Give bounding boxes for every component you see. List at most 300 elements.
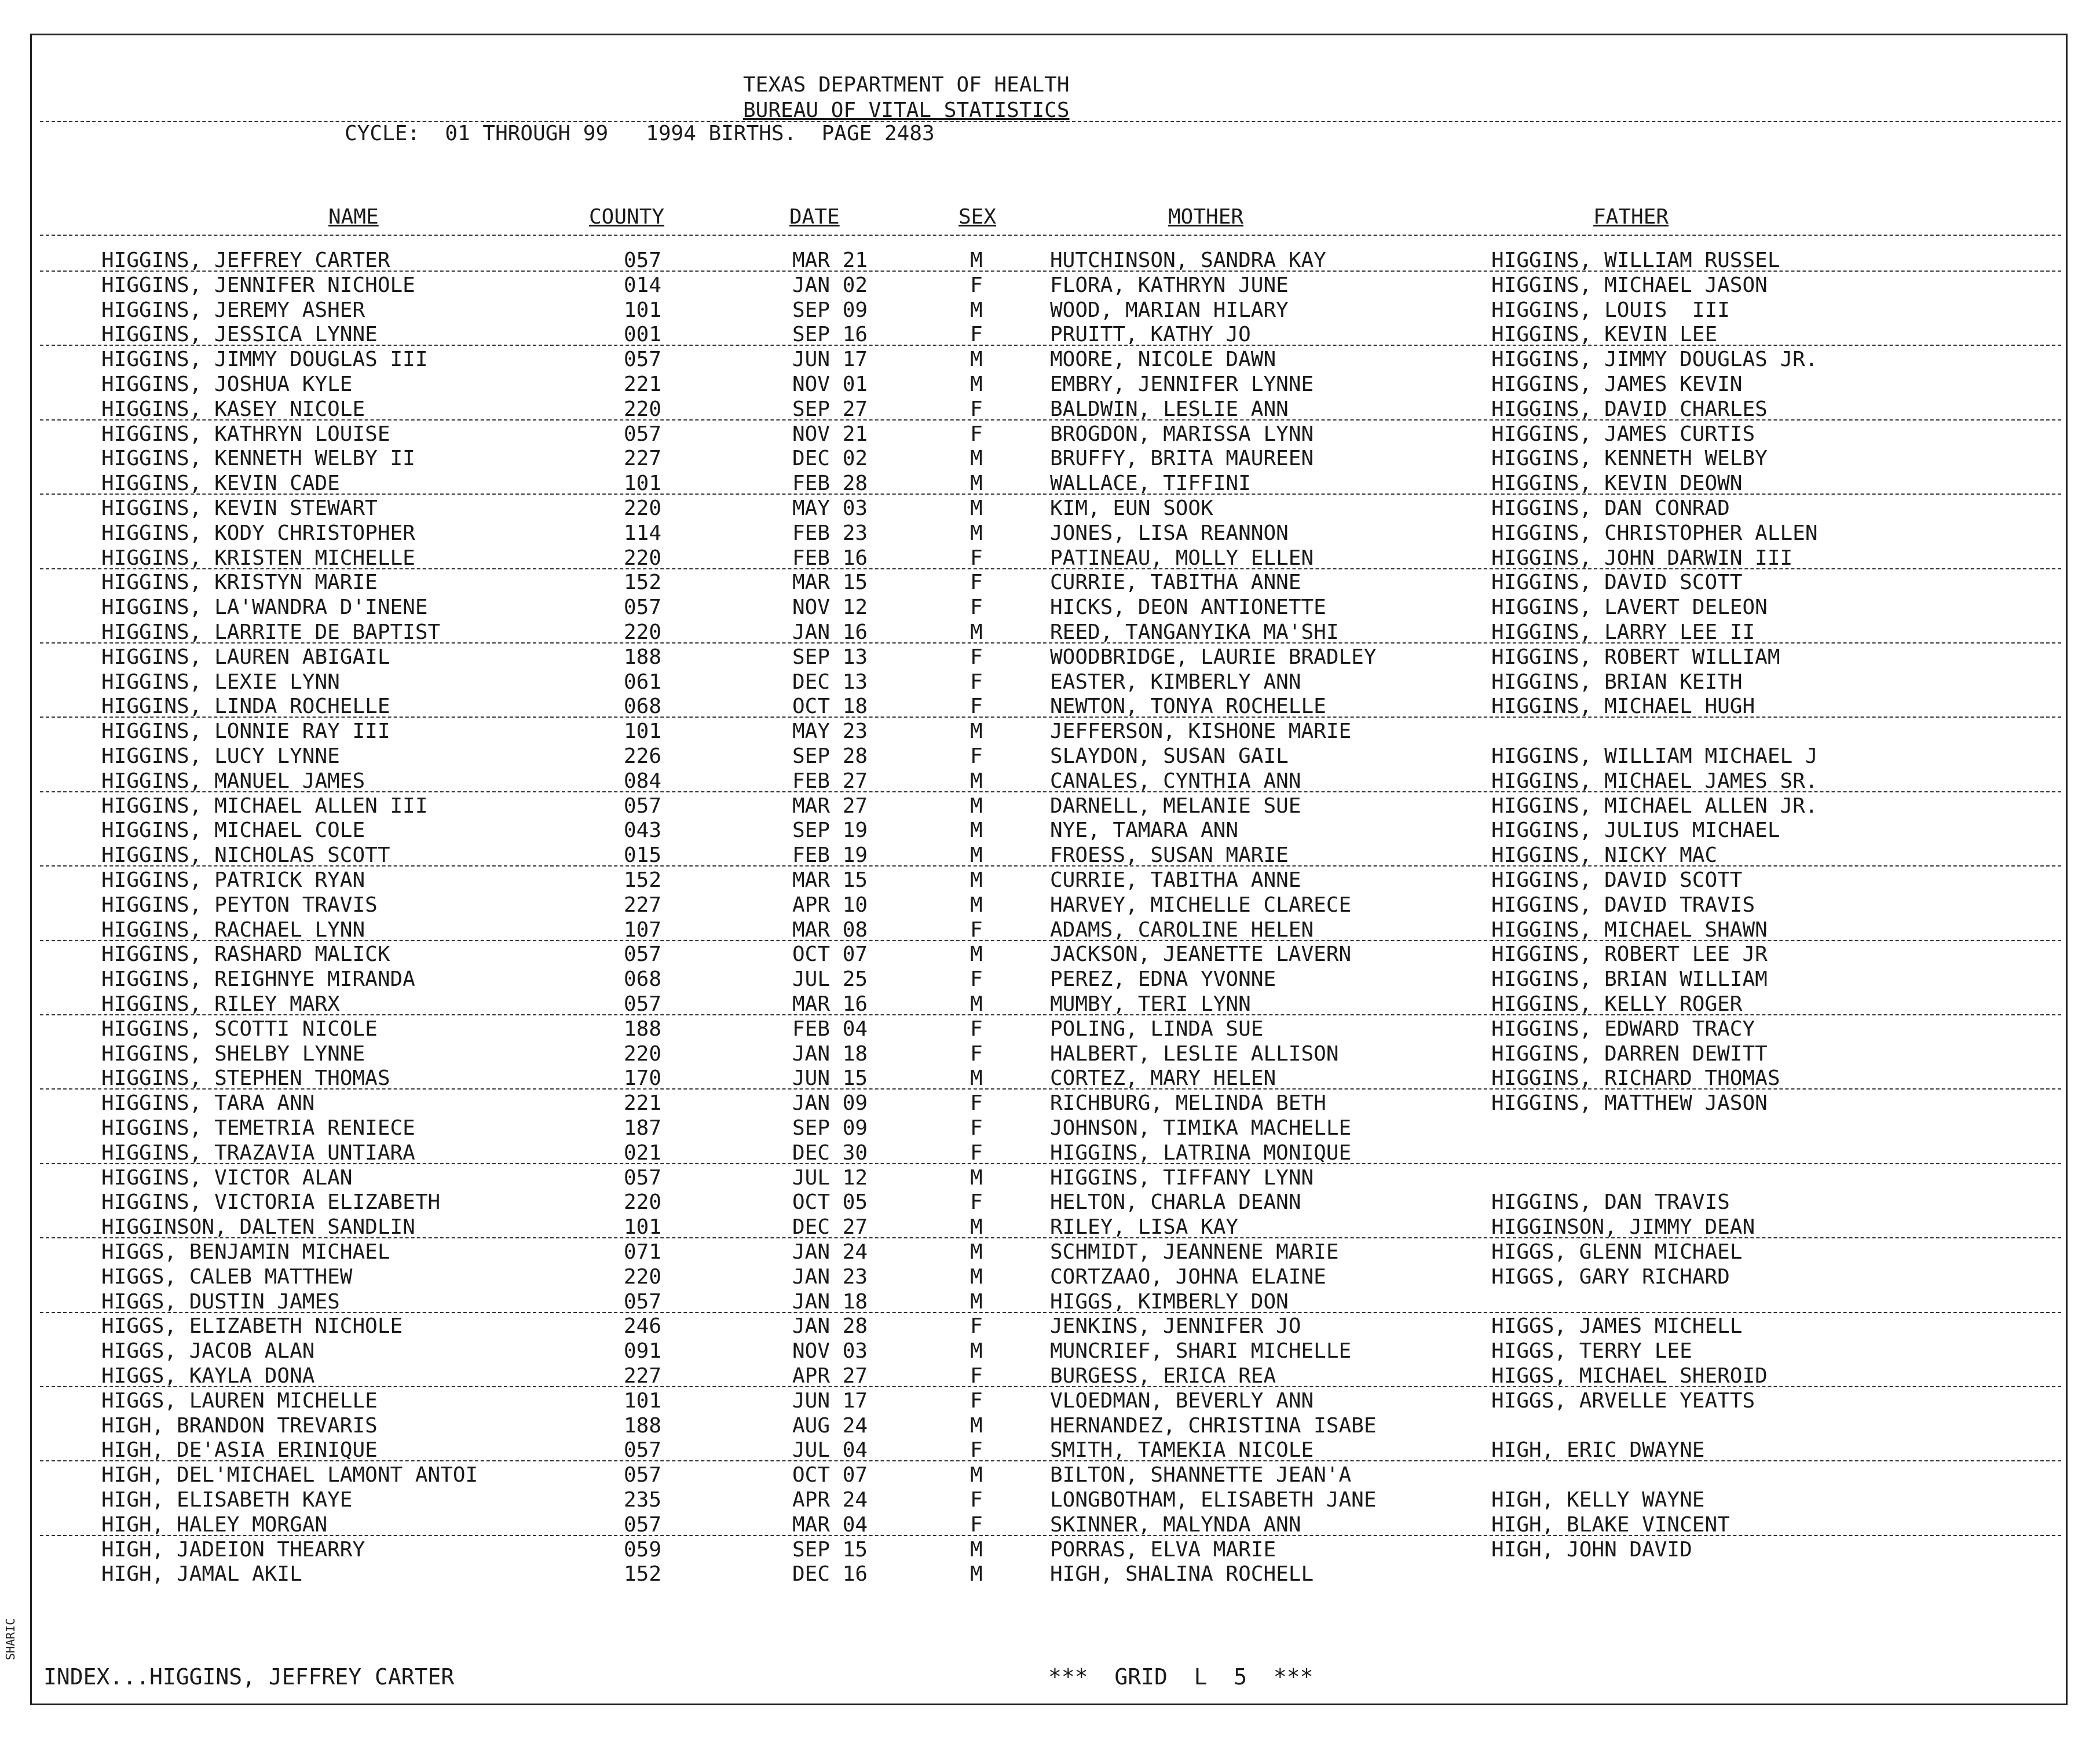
cell-date: JUN 17 (792, 348, 868, 372)
row-guide-line (40, 270, 2061, 272)
cell-name: HIGGINS, JEFFREY CARTER (101, 248, 390, 272)
cell-father: HIGGINS, MICHAEL ALLEN JR. (1491, 794, 1818, 818)
cell-date: DEC 30 (792, 1140, 868, 1165)
cell-father: HIGGINS, NICKY MAC (1491, 843, 1718, 868)
cell-county: 057 (624, 992, 662, 1016)
cell-county: 068 (624, 694, 662, 719)
cell-name: HIGGINS, LA'WANDRA D'INENE (101, 595, 428, 620)
cell-sex: F (970, 1017, 983, 1041)
cell-name: HIGGINS, TRAZAVIA UNTIARA (101, 1140, 415, 1165)
cell-mother: JACKSON, JEANETTE LAVERN (1050, 942, 1352, 967)
cell-name: HIGGINS, KEVIN CADE (101, 471, 340, 496)
cell-date: JUL 04 (792, 1438, 868, 1463)
cell-sex: M (970, 521, 983, 545)
cell-mother: RILEY, LISA KAY (1050, 1215, 1239, 1240)
cell-county: 101 (624, 1215, 662, 1240)
cell-mother: KIM, EUN SOOK (1050, 496, 1213, 520)
cell-sex: F (970, 1091, 983, 1116)
cell-date: MAR 21 (792, 248, 868, 272)
cell-date: JUL 12 (792, 1165, 868, 1190)
cell-name: HIGGS, CALEB MATTHEW (101, 1264, 353, 1289)
cell-sex: F (970, 422, 983, 446)
cell-name: HIGGINS, NICHOLAS SCOTT (101, 843, 390, 868)
row-guide-line (40, 865, 2061, 867)
cell-father: HIGGINS, DAVID SCOTT (1491, 868, 1743, 892)
row-guide-line (40, 1163, 2061, 1164)
cell-date: FEB 19 (792, 843, 868, 868)
cell-date: NOV 03 (792, 1339, 868, 1364)
cell-mother: JOHNSON, TIMIKA MACHELLE (1050, 1116, 1352, 1140)
cell-date: SEP 13 (792, 645, 868, 669)
cell-name: HIGH, HALEY MORGAN (101, 1512, 328, 1537)
cell-date: OCT 07 (792, 1463, 868, 1487)
cell-sex: M (970, 942, 983, 967)
table-row (32, 471, 2069, 496)
cell-sex: M (970, 1537, 983, 1562)
cell-county: 084 (624, 769, 662, 793)
cell-date: JAN 18 (792, 1041, 868, 1066)
cell-name: HIGGINS, RASHARD MALICK (101, 942, 390, 967)
cell-sex: M (970, 496, 983, 520)
cell-mother: WOOD, MARIAN HILARY (1050, 298, 1289, 322)
cell-mother: CURRIE, TABITHA ANNE (1050, 868, 1301, 892)
table-row (32, 496, 2069, 521)
cell-name: HIGH, JADEION THEARRY (101, 1537, 365, 1562)
cell-sex: F (970, 917, 983, 942)
cell-county: 059 (624, 1537, 662, 1562)
row-guide-line (40, 1386, 2061, 1387)
cell-date: MAY 23 (792, 719, 868, 744)
cell-mother: HERNANDEZ, CHRISTINA ISABE (1050, 1413, 1377, 1438)
cell-name: HIGGINS, KEVIN STEWART (101, 496, 378, 520)
cell-mother: RICHBURG, MELINDA BETH (1050, 1091, 1326, 1116)
table-row (32, 670, 2069, 694)
cell-name: HIGGINS, RACHAEL LYNN (101, 917, 365, 942)
cell-mother: PATINEAU, MOLLY ELLEN (1050, 546, 1314, 570)
table-row (32, 1141, 2069, 1165)
cell-name: HIGGS, KAYLA DONA (101, 1364, 315, 1388)
cell-mother: ADAMS, CAROLINE HELEN (1050, 917, 1314, 942)
cell-county: 188 (624, 1413, 662, 1438)
cell-father: HIGGS, MICHAEL SHEROID (1491, 1364, 1768, 1388)
cell-name: HIGGINS, VICTORIA ELIZABETH (101, 1190, 441, 1215)
table-row (32, 1513, 2069, 1537)
cell-county: 107 (624, 917, 662, 942)
cell-father: HIGGINS, EDWARD TRACY (1491, 1017, 1755, 1041)
cell-name: HIGGINSON, DALTEN SANDLIN (101, 1215, 415, 1240)
cell-county: 101 (624, 719, 662, 744)
column-header-county: COUNTY (589, 205, 665, 229)
cell-father: HIGGS, GARY RICHARD (1491, 1264, 1730, 1289)
table-row (32, 323, 2069, 347)
row-guide-line (40, 345, 2061, 346)
cell-father: HIGGINS, MATTHEW JASON (1491, 1091, 1768, 1116)
cell-date: JAN 09 (792, 1091, 868, 1116)
cell-name: HIGGINS, LINDA ROCHELLE (101, 694, 390, 719)
cell-county: 091 (624, 1339, 662, 1364)
cell-date: OCT 05 (792, 1190, 868, 1215)
cell-mother: MUMBY, TERI LYNN (1050, 992, 1251, 1016)
cell-sex: M (970, 471, 983, 496)
cell-mother: BURGESS, ERICA REA (1050, 1364, 1276, 1388)
cell-mother: CANALES, CYNTHIA ANN (1050, 769, 1301, 793)
cell-county: 057 (624, 794, 662, 818)
cell-sex: M (970, 893, 983, 917)
row-guide-line (40, 1014, 2061, 1015)
table-row (32, 1562, 2069, 1587)
header-divider (40, 121, 2061, 122)
cell-sex: F (970, 967, 983, 992)
cell-mother: HELTON, CHARLA DEANN (1050, 1190, 1301, 1215)
cell-sex: M (970, 298, 983, 322)
cell-date: OCT 07 (792, 942, 868, 967)
cell-name: HIGH, BRANDON TREVARIS (101, 1413, 378, 1438)
cell-name: HIGGINS, KRISTYN MARIE (101, 571, 378, 595)
cell-name: HIGGINS, KODY CHRISTOPHER (101, 521, 415, 545)
table-row (32, 719, 2069, 744)
cell-mother: EASTER, KIMBERLY ANN (1050, 670, 1301, 694)
cell-mother: BILTON, SHANNETTE JEAN'A (1050, 1463, 1352, 1487)
cell-mother: HICKS, DEON ANTIONETTE (1050, 595, 1326, 620)
table-row (32, 248, 2069, 273)
cell-name: HIGGINS, LEXIE LYNN (101, 670, 340, 694)
cell-county: 057 (624, 348, 662, 372)
table-row (32, 273, 2069, 298)
cell-name: HIGGINS, JOSHUA KYLE (101, 372, 353, 396)
cell-father: HIGH, BLAKE VINCENT (1491, 1512, 1730, 1537)
table-row (32, 992, 2069, 1017)
cell-father: HIGGINS, DARREN DEWITT (1491, 1041, 1768, 1066)
cell-sex: F (970, 1116, 983, 1140)
cell-mother: HIGH, SHALINA ROCHELL (1050, 1562, 1314, 1587)
cell-sex: F (970, 694, 983, 719)
cell-father: HIGGS, JAMES MICHELL (1491, 1314, 1743, 1339)
table-row (32, 1042, 2069, 1066)
cell-name: HIGH, DE'ASIA ERINIQUE (101, 1438, 378, 1463)
cell-mother: PORRAS, ELVA MARIE (1050, 1537, 1276, 1562)
table-row (32, 1364, 2069, 1388)
cell-date: SEP 28 (792, 744, 868, 768)
cell-county: 221 (624, 372, 662, 396)
table-row (32, 645, 2069, 670)
cell-father: HIGGINS, DAN TRAVIS (1491, 1190, 1730, 1215)
cell-sex: F (970, 397, 983, 421)
table-row (32, 1017, 2069, 1041)
cell-sex: M (970, 248, 983, 272)
cell-county: 057 (624, 1438, 662, 1463)
cell-mother: NEWTON, TONYA ROCHELLE (1050, 694, 1326, 719)
cell-father: HIGGINS, WILLIAM RUSSEL (1491, 248, 1780, 272)
cell-sex: M (970, 1215, 983, 1240)
cell-mother: CORTEZ, MARY HELEN (1050, 1066, 1276, 1091)
row-guide-line (40, 642, 2061, 644)
cell-county: 101 (624, 298, 662, 322)
cell-mother: PEREZ, EDNA YVONNE (1050, 967, 1276, 992)
cell-father: HIGGS, GLENN MICHAEL (1491, 1240, 1743, 1264)
cell-father: HIGGINS, LOUIS III (1491, 298, 1730, 322)
cell-county: 021 (624, 1140, 662, 1165)
cell-sex: M (970, 992, 983, 1016)
table-row (32, 1414, 2069, 1438)
cell-name: HIGGINS, LARRITE DE BAPTIST (101, 620, 441, 644)
side-label: SHARIC (3, 1618, 17, 1660)
cell-county: 014 (624, 273, 662, 297)
cell-sex: M (970, 372, 983, 396)
cell-sex: F (970, 546, 983, 570)
cell-mother: JEFFERSON, KISHONE MARIE (1050, 719, 1352, 744)
cell-mother: FROESS, SUSAN MARIE (1050, 843, 1289, 868)
cell-date: DEC 16 (792, 1562, 868, 1587)
header-cycle: CYCLE: 01 THROUGH 99 1994 BIRTHS. PAGE 2483 (345, 122, 935, 145)
cell-name: HIGGS, DUSTIN JAMES (101, 1289, 340, 1314)
cell-date: MAR 08 (792, 917, 868, 942)
cell-county: 152 (624, 1562, 662, 1587)
table-row (32, 620, 2069, 645)
cell-mother: REED, TANGANYIKA MA'SHI (1050, 620, 1339, 644)
row-guide-line (40, 568, 2061, 569)
header-subtitle: BUREAU OF VITAL STATISTICS (743, 98, 1070, 122)
cell-date: SEP 19 (792, 818, 868, 843)
cell-mother: FLORA, KATHRYN JUNE (1050, 273, 1289, 297)
cell-mother: HUTCHINSON, SANDRA KAY (1050, 248, 1326, 272)
cell-sex: F (970, 1438, 983, 1463)
cell-date: SEP 09 (792, 1116, 868, 1140)
column-header-mother: MOTHER (1168, 205, 1244, 229)
cell-county: 220 (624, 620, 662, 644)
cell-county: 227 (624, 893, 662, 917)
table-row (32, 1091, 2069, 1116)
cell-name: HIGGS, JACOB ALAN (101, 1339, 315, 1364)
cell-father: HIGGINS, DAVID CHARLES (1491, 397, 1768, 421)
cell-name: HIGGINS, JESSICA LYNNE (101, 323, 378, 347)
cell-date: MAR 15 (792, 868, 868, 892)
table-row (32, 1265, 2069, 1289)
cell-sex: F (970, 744, 983, 768)
table-row (32, 1290, 2069, 1314)
cell-mother: DARNELL, MELANIE SUE (1050, 794, 1301, 818)
table-row (32, 868, 2069, 893)
table-row (32, 694, 2069, 719)
cell-name: HIGH, DEL'MICHAEL LAMONT ANTOI (101, 1463, 478, 1487)
cell-sex: F (970, 1488, 983, 1512)
table-row (32, 1240, 2069, 1264)
table-row (32, 1166, 2069, 1190)
cell-county: 043 (624, 818, 662, 843)
cell-date: MAR 16 (792, 992, 868, 1016)
cell-sex: M (970, 348, 983, 372)
cell-date: APR 27 (792, 1364, 868, 1388)
table-row (32, 298, 2069, 323)
cell-father: HIGGINS, MICHAEL JAMES SR. (1491, 769, 1818, 793)
table-row (32, 893, 2069, 917)
cell-father: HIGGS, ARVELLE YEATTS (1491, 1388, 1755, 1413)
column-header-date: DATE (789, 205, 840, 229)
cell-county: 114 (624, 521, 662, 545)
cell-date: FEB 16 (792, 546, 868, 570)
table-row (32, 918, 2069, 942)
cell-mother: WALLACE, TIFFINI (1050, 471, 1251, 496)
table-row (32, 546, 2069, 571)
cell-mother: POLING, LINDA SUE (1050, 1017, 1264, 1041)
cell-sex: F (970, 1041, 983, 1066)
table-row (32, 1488, 2069, 1512)
cell-sex: M (970, 1240, 983, 1264)
table-row (32, 843, 2069, 868)
cell-father: HIGGINS, DAN CONRAD (1491, 496, 1730, 520)
footer-grid-reference: *** GRID L 5 *** (1048, 1664, 1314, 1690)
table-row (32, 1314, 2069, 1339)
cell-mother: HIGGS, KIMBERLY DON (1050, 1289, 1289, 1314)
row-guide-line (40, 1237, 2061, 1238)
row-guide-line (40, 1312, 2061, 1313)
cell-date: SEP 15 (792, 1537, 868, 1562)
cell-name: HIGGINS, LUCY LYNNE (101, 744, 340, 768)
cell-county: 101 (624, 471, 662, 496)
table-row (32, 422, 2069, 447)
cell-name: HIGGINS, MICHAEL COLE (101, 818, 365, 843)
cell-county: 057 (624, 248, 662, 272)
cell-date: JAN 24 (792, 1240, 868, 1264)
cell-mother: BROGDON, MARISSA LYNN (1050, 422, 1314, 446)
cell-date: JAN 18 (792, 1289, 868, 1314)
cell-date: JUN 15 (792, 1066, 868, 1091)
cell-father: HIGGINS, JAMES CURTIS (1491, 422, 1755, 446)
table-row (32, 595, 2069, 620)
cell-county: 188 (624, 645, 662, 669)
cell-mother: PRUITT, KATHY JO (1050, 323, 1251, 347)
cell-father: HIGH, JOHN DAVID (1491, 1537, 1692, 1562)
cell-date: DEC 27 (792, 1215, 868, 1240)
table-row (32, 372, 2069, 397)
cell-sex: F (970, 323, 983, 347)
cell-county: 246 (624, 1314, 662, 1339)
table-row (32, 397, 2069, 422)
cell-county: 061 (624, 670, 662, 694)
cell-sex: M (970, 769, 983, 793)
cell-name: HIGGINS, TARA ANN (101, 1091, 315, 1116)
cell-father: HIGGINS, BRIAN KEITH (1491, 670, 1743, 694)
cell-county: 227 (624, 1364, 662, 1388)
cell-sex: F (970, 1364, 983, 1388)
cell-date: JAN 23 (792, 1264, 868, 1289)
cell-date: MAY 03 (792, 496, 868, 520)
cell-sex: M (970, 794, 983, 818)
cell-county: 235 (624, 1488, 662, 1512)
cell-mother: MOORE, NICOLE DAWN (1050, 348, 1276, 372)
table-row (32, 348, 2069, 372)
cell-name: HIGGINS, SCOTTI NICOLE (101, 1017, 378, 1041)
cell-county: 226 (624, 744, 662, 768)
cell-mother: SLAYDON, SUSAN GAIL (1050, 744, 1289, 768)
cell-name: HIGGINS, KRISTEN MICHELLE (101, 546, 415, 570)
cell-father: HIGGINS, WILLIAM MICHAEL J (1491, 744, 1818, 768)
cell-name: HIGGINS, JENNIFER NICHOLE (101, 273, 415, 297)
cell-county: 057 (624, 1289, 662, 1314)
cell-date: MAR 27 (792, 794, 868, 818)
cell-father: HIGH, ERIC DWAYNE (1491, 1438, 1705, 1463)
cell-father: HIGGINS, DAVID TRAVIS (1491, 893, 1755, 917)
cell-date: JAN 28 (792, 1314, 868, 1339)
cell-mother: MUNCRIEF, SHARI MICHELLE (1050, 1339, 1352, 1364)
cell-sex: M (970, 1264, 983, 1289)
cell-county: 220 (624, 397, 662, 421)
cell-county: 188 (624, 1017, 662, 1041)
row-guide-line (40, 494, 2061, 495)
cell-sex: M (970, 1289, 983, 1314)
cell-mother: BRUFFY, BRITA MAUREEN (1050, 447, 1314, 471)
row-guide-line (40, 1535, 2061, 1536)
cell-father: HIGGINSON, JIMMY DEAN (1491, 1215, 1755, 1240)
cell-name: HIGGINS, RILEY MARX (101, 992, 340, 1016)
cell-father: HIGGINS, RICHARD THOMAS (1491, 1066, 1780, 1091)
cell-county: 220 (624, 546, 662, 570)
cell-sex: F (970, 1388, 983, 1413)
cell-father: HIGGINS, JIMMY DOUGLAS JR. (1491, 348, 1818, 372)
cell-date: JAN 16 (792, 620, 868, 644)
table-row (32, 1066, 2069, 1091)
table-row (32, 1116, 2069, 1140)
cell-sex: F (970, 571, 983, 595)
cell-date: NOV 01 (792, 372, 868, 396)
cell-father: HIGGS, TERRY LEE (1491, 1339, 1692, 1364)
cell-date: NOV 21 (792, 422, 868, 446)
table-row (32, 794, 2069, 818)
cell-father: HIGGINS, ROBERT WILLIAM (1491, 645, 1780, 669)
cell-sex: M (970, 868, 983, 892)
table-row (32, 521, 2069, 546)
cell-date: MAR 15 (792, 571, 868, 595)
cell-sex: M (970, 719, 983, 744)
cell-sex: M (970, 1066, 983, 1091)
cell-name: HIGGINS, KASEY NICOLE (101, 397, 365, 421)
cell-name: HIGGINS, JIMMY DOUGLAS III (101, 348, 428, 372)
cell-county: 220 (624, 1190, 662, 1215)
cell-county: 057 (624, 422, 662, 446)
cell-date: FEB 28 (792, 471, 868, 496)
cell-sex: F (970, 670, 983, 694)
column-header-name: NAME (328, 205, 379, 229)
table-row (32, 1215, 2069, 1240)
cell-county: 152 (624, 571, 662, 595)
cell-name: HIGGS, LAUREN MICHELLE (101, 1388, 378, 1413)
cell-father: HIGGINS, BRIAN WILLIAM (1491, 967, 1768, 992)
cell-county: 015 (624, 843, 662, 868)
row-guide-line (40, 940, 2061, 941)
table-row (32, 818, 2069, 843)
cell-mother: NYE, TAMARA ANN (1050, 818, 1239, 843)
cell-mother: WOODBRIDGE, LAURIE BRADLEY (1050, 645, 1377, 669)
cell-name: HIGGINS, MANUEL JAMES (101, 769, 365, 793)
cell-county: 057 (624, 1165, 662, 1190)
cell-father: HIGGINS, MICHAEL JASON (1491, 273, 1768, 297)
cell-date: FEB 27 (792, 769, 868, 793)
footer-index: INDEX...HIGGINS, JEFFREY CARTER (43, 1664, 455, 1690)
cell-name: HIGGINS, STEPHEN THOMAS (101, 1066, 390, 1091)
cell-county: 001 (624, 323, 662, 347)
cell-sex: M (970, 1413, 983, 1438)
cell-mother: VLOEDMAN, BEVERLY ANN (1050, 1388, 1314, 1413)
cell-name: HIGH, ELISABETH KAYE (101, 1488, 353, 1512)
cell-sex: M (970, 1339, 983, 1364)
cell-name: HIGGINS, MICHAEL ALLEN III (101, 794, 428, 818)
cell-mother: HARVEY, MICHELLE CLARECE (1050, 893, 1352, 917)
cell-mother: HALBERT, LESLIE ALLISON (1050, 1041, 1339, 1066)
cell-name: HIGGINS, PATRICK RYAN (101, 868, 365, 892)
row-guide-line (40, 1088, 2061, 1090)
table-row (32, 1389, 2069, 1413)
cell-mother: BALDWIN, LESLIE ANN (1050, 397, 1289, 421)
cell-father: HIGGINS, MICHAEL SHAWN (1491, 917, 1768, 942)
